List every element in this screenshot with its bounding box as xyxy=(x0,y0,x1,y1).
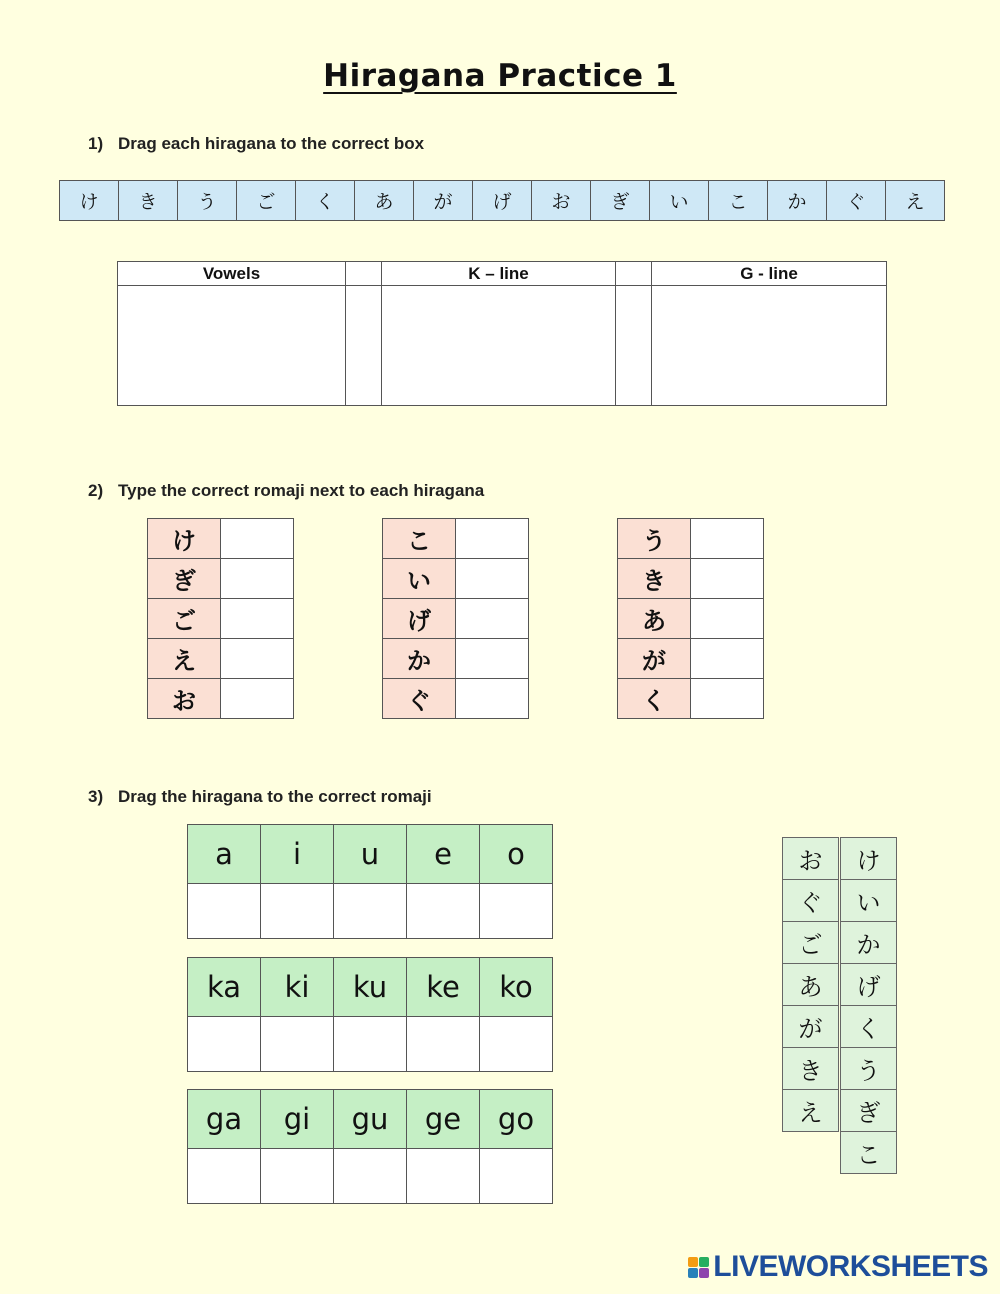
hiragana-tile[interactable]: ぐ xyxy=(827,181,886,220)
kana-drop-zone[interactable] xyxy=(188,1149,261,1204)
draggable-kana-tile[interactable]: ぎ xyxy=(840,1089,897,1132)
kana-drop-zone[interactable] xyxy=(407,1149,480,1204)
draggable-kana-tile[interactable]: く xyxy=(840,1005,897,1048)
hiragana-tile[interactable]: げ xyxy=(473,181,532,220)
romaji-label: gi xyxy=(261,1090,334,1149)
romaji-input-cell xyxy=(456,679,529,719)
draggable-kana-tile[interactable]: え xyxy=(782,1089,839,1132)
romaji-label: gu xyxy=(334,1090,407,1149)
draggable-kana-tile[interactable]: こ xyxy=(840,1131,897,1174)
kana-drop-zone[interactable] xyxy=(261,1017,334,1072)
hiragana-cell: け xyxy=(148,519,221,559)
instruction-2: 2) Type the correct romaji next to each hiragana xyxy=(88,481,485,500)
romaji-grid-1 xyxy=(147,518,294,719)
hiragana-cell: ご xyxy=(148,599,221,639)
hiragana-tile[interactable]: え xyxy=(886,181,944,220)
romaji-input[interactable] xyxy=(456,640,528,678)
logo-mark-icon xyxy=(688,1257,709,1278)
draggable-kana-tile[interactable]: け xyxy=(840,837,897,880)
hiragana-cell: え xyxy=(148,639,221,679)
vowels-drop-zone[interactable] xyxy=(118,286,346,406)
romaji-input[interactable] xyxy=(691,600,763,638)
romaji-input[interactable] xyxy=(456,560,528,598)
hiragana-tile[interactable]: け xyxy=(60,181,119,220)
kana-drop-zone[interactable] xyxy=(188,1017,261,1072)
romaji-input-cell xyxy=(456,519,529,559)
hiragana-cell: あ xyxy=(618,599,691,639)
draggable-kana-tile[interactable]: が xyxy=(782,1005,839,1048)
romaji-input[interactable] xyxy=(456,680,528,718)
romaji-label: ki xyxy=(261,958,334,1017)
hiragana-tile[interactable]: こ xyxy=(709,181,768,220)
romaji-input-cell xyxy=(691,639,764,679)
romaji-input-cell xyxy=(691,599,764,639)
kana-drop-zone[interactable] xyxy=(334,1149,407,1204)
romaji-grid-2 xyxy=(382,518,529,719)
draggable-kana-tile[interactable]: か xyxy=(840,921,897,964)
kana-drop-zone[interactable] xyxy=(480,884,553,939)
vowels-header: Vowels xyxy=(118,262,346,286)
hiragana-tile[interactable]: い xyxy=(650,181,709,220)
romaji-input[interactable] xyxy=(221,640,293,678)
k-line-header: K – line xyxy=(382,262,616,286)
romaji-input-cell xyxy=(221,599,294,639)
draggable-kana-tile[interactable]: ご xyxy=(782,921,839,964)
romaji-label: go xyxy=(480,1090,553,1149)
hiragana-cell: こ xyxy=(383,519,456,559)
draggable-kana-tile[interactable]: う xyxy=(840,1047,897,1090)
romaji-label: i xyxy=(261,825,334,884)
kana-drop-zone[interactable] xyxy=(480,1149,553,1204)
hiragana-tile[interactable]: く xyxy=(296,181,355,220)
romaji-label: ko xyxy=(480,958,553,1017)
kana-drop-zone[interactable] xyxy=(407,884,480,939)
column-gap xyxy=(346,286,382,406)
romaji-input[interactable] xyxy=(456,600,528,638)
romaji-label: o xyxy=(480,825,553,884)
kana-drop-zone[interactable] xyxy=(334,884,407,939)
hiragana-cell: く xyxy=(618,679,691,719)
column-gap xyxy=(616,286,652,406)
kana-drop-zone[interactable] xyxy=(261,1149,334,1204)
romaji-input-cell xyxy=(691,559,764,599)
kana-drop-zone[interactable] xyxy=(480,1017,553,1072)
romaji-label: ga xyxy=(188,1090,261,1149)
page-title: Hiragana Practice 1 xyxy=(323,58,677,94)
romaji-input[interactable] xyxy=(456,520,528,558)
kana-drop-zone[interactable] xyxy=(261,884,334,939)
kana-drop-zone[interactable] xyxy=(407,1017,480,1072)
romaji-input[interactable] xyxy=(221,560,293,598)
column-gap xyxy=(616,262,652,286)
romaji-input-cell xyxy=(456,559,529,599)
romaji-input[interactable] xyxy=(221,600,293,638)
romaji-input-cell xyxy=(221,679,294,719)
k-line-drop-zone[interactable] xyxy=(382,286,616,406)
instruction-1: 1) Drag each hiragana to the correct box xyxy=(88,134,425,153)
romaji-input-cell xyxy=(456,599,529,639)
logo-square-2 xyxy=(699,1257,709,1267)
logo-square-3 xyxy=(688,1268,698,1278)
romaji-label: ke xyxy=(407,958,480,1017)
liveworksheets-logo xyxy=(688,1250,988,1284)
romaji-input-cell xyxy=(691,519,764,559)
column-gap xyxy=(346,262,382,286)
romaji-label: ku xyxy=(334,958,407,1017)
draggable-kana-tile[interactable]: ぐ xyxy=(782,879,839,922)
romaji-label: a xyxy=(188,825,261,884)
romaji-label: e xyxy=(407,825,480,884)
hiragana-cell: お xyxy=(148,679,221,719)
draggable-kana-tile[interactable]: あ xyxy=(782,963,839,1006)
romaji-label: u xyxy=(334,825,407,884)
logo-square-1 xyxy=(688,1257,698,1267)
hiragana-tile-strip xyxy=(59,180,945,221)
hiragana-cell: げ xyxy=(383,599,456,639)
kana-pool-right xyxy=(840,838,897,1174)
hiragana-cell: き xyxy=(618,559,691,599)
instruction-3: 3) Drag the hiragana to the correct romaji xyxy=(88,787,432,806)
hiragana-cell: う xyxy=(618,519,691,559)
hiragana-tile[interactable]: が xyxy=(414,181,473,220)
romaji-input-cell xyxy=(691,679,764,719)
sorting-table xyxy=(117,261,887,406)
romaji-input-cell xyxy=(221,639,294,679)
k-line-romaji-grid xyxy=(187,957,553,1072)
romaji-input-cell xyxy=(221,559,294,599)
kana-drop-zone[interactable] xyxy=(188,884,261,939)
hiragana-tile[interactable]: き xyxy=(119,181,178,220)
logo-square-4 xyxy=(699,1268,709,1278)
kana-drop-zone[interactable] xyxy=(334,1017,407,1072)
logo-text: LIVEWORKSHEETS xyxy=(713,1250,988,1283)
hiragana-tile[interactable]: う xyxy=(178,181,237,220)
hiragana-cell: か xyxy=(383,639,456,679)
romaji-input[interactable] xyxy=(691,680,763,718)
draggable-kana-tile[interactable]: げ xyxy=(840,963,897,1006)
hiragana-cell: が xyxy=(618,639,691,679)
hiragana-cell: ぎ xyxy=(148,559,221,599)
draggable-kana-tile[interactable]: き xyxy=(782,1047,839,1090)
draggable-kana-tile[interactable]: お xyxy=(782,837,839,880)
romaji-input-cell xyxy=(456,639,529,679)
romaji-input[interactable] xyxy=(221,680,293,718)
hiragana-tile[interactable]: ご xyxy=(237,181,296,220)
hiragana-cell: ぐ xyxy=(383,679,456,719)
g-line-drop-zone[interactable] xyxy=(652,286,887,406)
romaji-input-cell xyxy=(221,519,294,559)
romaji-label: ka xyxy=(188,958,261,1017)
hiragana-tile[interactable]: か xyxy=(768,181,827,220)
hiragana-cell: い xyxy=(383,559,456,599)
draggable-kana-tile[interactable]: い xyxy=(840,879,897,922)
romaji-label: ge xyxy=(407,1090,480,1149)
romaji-input[interactable] xyxy=(691,560,763,598)
g-line-romaji-grid xyxy=(187,1089,553,1204)
romaji-grid-3 xyxy=(617,518,764,719)
hiragana-tile[interactable]: あ xyxy=(355,181,414,220)
romaji-input[interactable] xyxy=(691,520,763,558)
hiragana-tile[interactable]: ぎ xyxy=(591,181,650,220)
hiragana-tile[interactable]: お xyxy=(532,181,591,220)
g-line-header: G - line xyxy=(652,262,887,286)
vowel-romaji-grid xyxy=(187,824,553,939)
romaji-input[interactable] xyxy=(691,640,763,678)
kana-pool-left xyxy=(782,838,839,1132)
romaji-input[interactable] xyxy=(221,520,293,558)
